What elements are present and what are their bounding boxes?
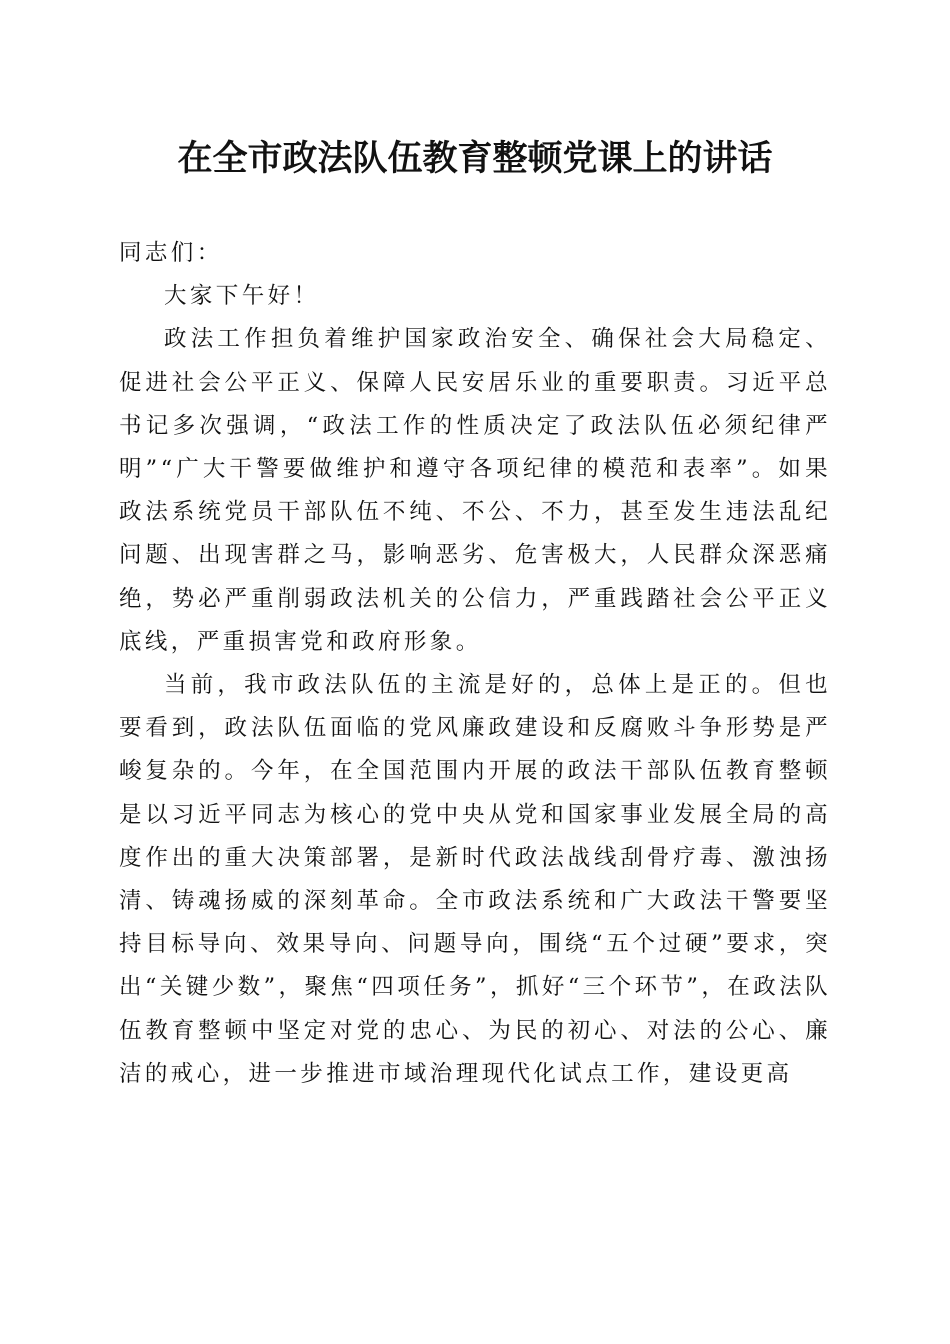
paragraph-duties: 政法工作担负着维护国家政治安全、确保社会大局稳定、促进社会公平正义、保障人民安居乐业的重要职责。习近平总书记多次强调，“政法工作的性质决定了政法队伍必须纪律严明”“广大干警要做维护和遵守各项纪律的模范和表率”。如果政法系统党员干部队伍不纯、不公、不力，甚至发生违法乱纪问题、出现害群之马，影响恶劣、危害极大，人民群众深恶痛绝，势必严重削弱政法机关的公信力，严重践踏社会公平正义底线，严重损害党和政府形象。	[119, 326, 831, 655]
document-body	[119, 232, 831, 1096]
document-title: 在全市政法队伍教育整顿党课上的讲话	[177, 138, 773, 179]
salutation: 同志们：	[119, 240, 223, 266]
paragraph-greeting: 大家下午好！	[164, 283, 320, 310]
paragraph-current-situation: 当前，我市政法队伍的主流是好的，总体上是正的。但也要看到，政法队伍面临的党风廉政建设和反腐败斗争形势是严峻复杂的。今年，在全国范围内开展的政法干部队伍教育整顿是以习近平同志为核心的党中央从党和国家事业发展全局的高度作出的重大决策部署，是新时代政法战线刮骨疗毒、激浊扬清、铸魂扬威的深刻革命。全市政法系统和广大政法干警要坚持目标导向、效果导向、问题导向，围绕“五个过硬”要求，突出“关键少数”，聚焦“四项任务”，抓好“三个环节”，在政法队伍教育整顿中坚定对党的忠心、为民的初心、对法的公心、廉洁的戒心，进一步推进市域治理现代化试点工作，建设更高	[119, 672, 831, 1087]
